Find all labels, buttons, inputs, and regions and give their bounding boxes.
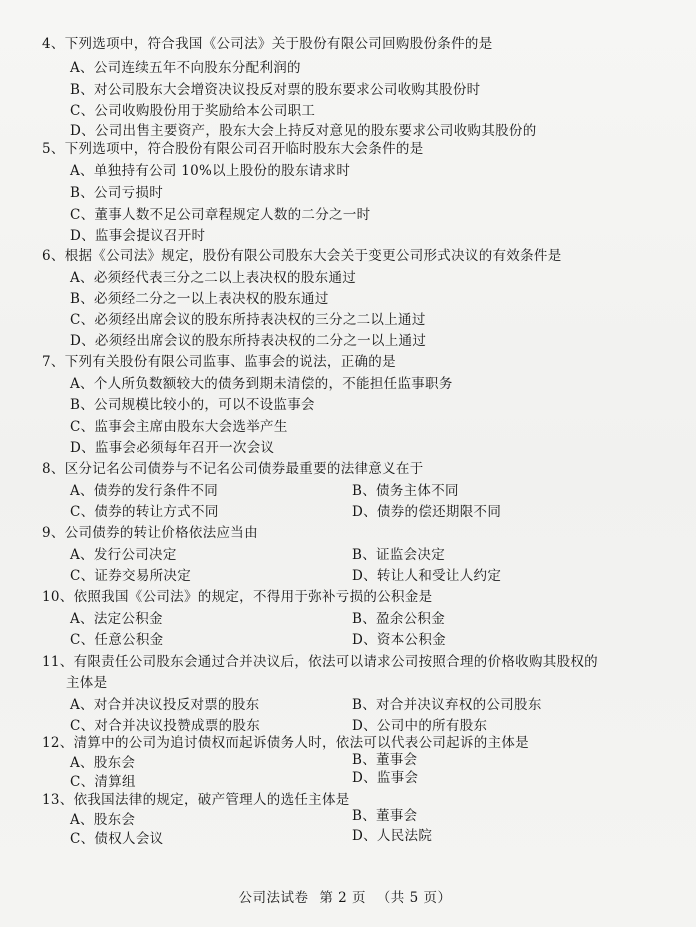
page-footer	[0, 886, 696, 906]
question-11-stem: 11、有限责任公司股东会通过合并决议后，依法可以请求公司按照合理的价格收购其股权的	[42, 653, 598, 670]
question-12-option-c: C、清算组	[70, 773, 136, 790]
question-13-option-d: D、人民法院	[352, 827, 433, 844]
question-6-option-b: B、必须经二分之一以上表决权的股东通过	[70, 291, 329, 308]
question-5-option-a: A、单独持有公司 10%以上股份的股东请求时	[70, 163, 351, 180]
question-11-option-d: D、公司中的所有股东	[352, 717, 488, 734]
question-9-option-c: C、证券交易所决定	[70, 567, 192, 584]
question-8-stem: 8、区分记名公司债券与不记名公司债券最重要的法律意义在于	[42, 460, 424, 477]
question-6-option-c: C、必须经出席会议的股东所持表决权的三分之二以上通过	[70, 312, 426, 329]
question-5-option-c: C、董事人数不足公司章程规定人数的二分之一时	[70, 207, 371, 224]
question-11-option-a: A、对合并决议投反对票的股东	[70, 696, 260, 713]
question-12-option-b: B、董事会	[352, 751, 418, 768]
question-9-stem: 9、公司债券的转让价格依法应当由	[42, 524, 258, 541]
question-10-stem: 10、依照我国《公司法》的规定，不得用于弥补亏损的公积金是	[42, 588, 433, 605]
question-8-option-d: D、债券的偿还期限不同	[352, 503, 502, 520]
footer-page-number: 第 2 页	[319, 890, 366, 906]
question-12-stem: 12、清算中的公司为追讨债权而起诉债务人时，依法可以代表公司起诉的主体是	[42, 735, 529, 752]
footer-total-pages: （共 5 页）	[376, 890, 452, 906]
question-12-option-a: A、股东会	[70, 755, 136, 772]
question-12-option-d: D、监事会	[352, 769, 419, 786]
question-5-option-b: B、公司亏损时	[70, 185, 164, 202]
question-8-option-b: B、债务主体不同	[352, 482, 459, 499]
question-5-stem: 5、下列选项中，符合股份有限公司召开临时股东大会条件的是	[42, 141, 424, 158]
question-11-stem-continued: 主体是	[66, 674, 108, 691]
question-7-option-a: A、个人所负数额较大的债务到期未清偿的，不能担任监事职务	[70, 376, 453, 393]
question-6-stem: 6、根据《公司法》规定，股份有限公司股东大会关于变更公司形式决议的有效条件是	[42, 248, 562, 265]
question-8-option-c: C、债券的转让方式不同	[70, 503, 219, 520]
question-7-option-d: D、监事会必须每年召开一次会议	[70, 439, 275, 456]
question-9-option-b: B、证监会决定	[352, 546, 446, 563]
question-5-option-d: D、监事会提议召开时	[70, 228, 206, 245]
question-6-option-d: D、必须经出席会议的股东所持表决权的二分之一以上通过	[70, 333, 427, 350]
question-8-option-a: A、债券的发行条件不同	[70, 482, 219, 499]
question-7-option-c: C、监事会主席由股东大会选举产生	[70, 418, 288, 435]
question-4-option-b: B、对公司股东大会增资决议投反对票的股东要求公司收购其股份时	[70, 81, 481, 98]
question-4-option-a: A、公司连续五年不向股东分配利润的	[70, 59, 301, 76]
question-13-stem: 13、依我国法律的规定，破产管理人的选任主体是	[42, 791, 350, 808]
question-10-option-c: C、任意公积金	[70, 631, 164, 648]
question-4-stem: 4、下列选项中，符合我国《公司法》关于股份有限公司回购股份条件的是	[42, 36, 493, 52]
question-13-option-b: B、董事会	[352, 808, 418, 825]
question-9-option-d: D、转让人和受让人约定	[352, 567, 502, 584]
question-13-option-c: C、债权人会议	[70, 831, 164, 848]
question-11-option-c: C、对合并决议投赞成票的股东	[70, 717, 261, 734]
question-7-option-b: B、公司规模比较小的，可以不设监事会	[70, 397, 315, 414]
question-4-option-c: C、公司收购股份用于奖励给本公司职工	[70, 102, 316, 119]
question-4-option-d: D、公司出售主要资产，股东大会上持反对意见的股东要求公司收购其股份的	[70, 122, 537, 139]
question-6-option-a: A、必须经代表三分之二以上表决权的股东通过	[70, 270, 357, 287]
question-9-option-a: A、发行公司决定	[70, 546, 177, 563]
footer-exam-title: 公司法试卷	[238, 890, 309, 906]
question-7-stem: 7、下列有关股份有限公司监事、监事会的说法，正确的是	[42, 354, 396, 371]
question-13-option-a: A、股东会	[70, 811, 136, 828]
question-10-option-d: D、资本公积金	[352, 631, 446, 648]
question-11-option-b: B、对合并决议弃权的公司股东	[352, 696, 542, 713]
question-10-option-b: B、盈余公积金	[352, 610, 446, 627]
question-10-option-a: A、法定公积金	[70, 610, 163, 627]
